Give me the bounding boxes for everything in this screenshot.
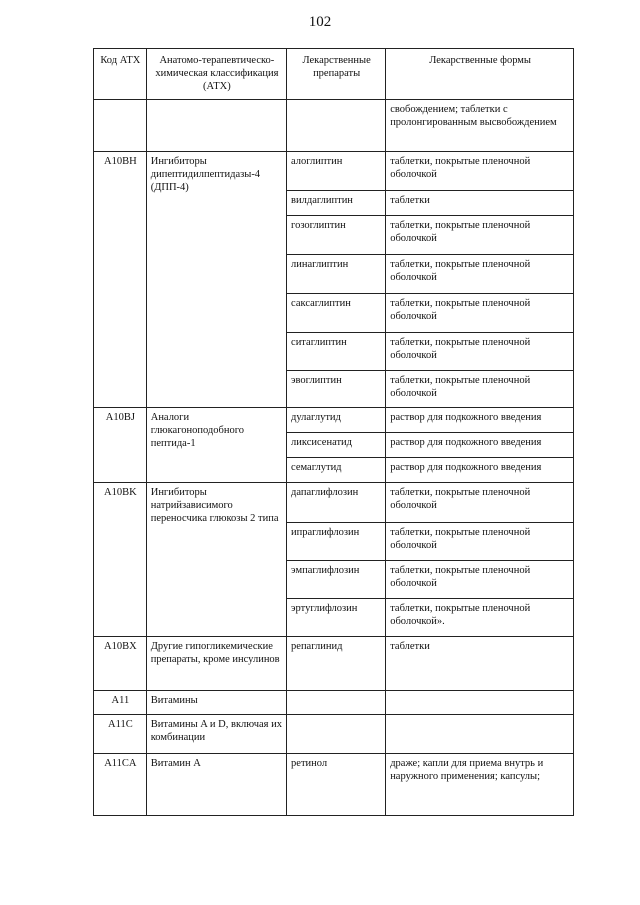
table-row [94, 152, 574, 191]
classification-cell: Витамин A [146, 754, 286, 816]
dosage-form-cell: таблетки, покрытые пленочной оболочкой [386, 294, 574, 333]
table-row [94, 754, 574, 816]
classification-cell: Витамины [146, 691, 286, 715]
dosage-form-cell: таблетки [386, 191, 574, 216]
table-header-row [94, 49, 574, 100]
dosage-form-cell: таблетки [386, 637, 574, 691]
table-row [94, 100, 574, 152]
drug-cell [287, 100, 386, 152]
table-row [94, 483, 574, 523]
dosage-form-cell: раствор для подкожного введения [386, 433, 574, 458]
dosage-form-cell: таблетки, покрытые пленочной оболочкой [386, 523, 574, 561]
drug-cell: ликсисенатид [287, 433, 386, 458]
drug-cell [287, 715, 386, 754]
drug-cell: саксаглиптин [287, 294, 386, 333]
header-drugs: Лекарственные препараты [287, 49, 386, 100]
header-code: Код АТХ [94, 49, 147, 100]
table-row [94, 715, 574, 754]
drug-cell: эвоглиптин [287, 371, 386, 408]
atx-code-cell: A11CA [94, 754, 147, 816]
table-row [94, 691, 574, 715]
table-body [94, 100, 574, 816]
drug-cell: гозоглиптин [287, 216, 386, 255]
drug-cell: репаглинид [287, 637, 386, 691]
dosage-form-cell: таблетки, покрытые пленочной оболочкой». [386, 599, 574, 637]
drug-cell: ретинол [287, 754, 386, 816]
drug-cell: эртуглифлозин [287, 599, 386, 637]
classification-cell: Другие гипогликемические препараты, кроме инсулинов [146, 637, 286, 691]
drug-cell: дулаглутид [287, 408, 386, 433]
classification-cell [146, 100, 286, 152]
atx-code-cell: A11C [94, 715, 147, 754]
dosage-form-cell: таблетки, покрытые пленочной оболочкой [386, 152, 574, 191]
dosage-form-cell: таблетки, покрытые пленочной оболочкой [386, 561, 574, 599]
atx-code-cell: A11 [94, 691, 147, 715]
drug-cell: эмпаглифлозин [287, 561, 386, 599]
dosage-form-cell: драже; капли для приема внутрь и наружного применения; капсулы; [386, 754, 574, 816]
dosage-form-cell: таблетки, покрытые пленочной оболочкой [386, 483, 574, 523]
atx-code-cell [94, 100, 147, 152]
atx-code-cell: A10BH [94, 152, 147, 408]
drug-cell: вилдаглиптин [287, 191, 386, 216]
header-classification: Анатомо-терапевтическо-химическая классификация (АТХ) [146, 49, 286, 100]
classification-cell: Витамины A и D, включая их комбинации [146, 715, 286, 754]
dosage-form-cell: таблетки, покрытые пленочной оболочкой [386, 216, 574, 255]
atx-code-cell: A10BJ [94, 408, 147, 483]
table-row [94, 637, 574, 691]
dosage-form-cell [386, 691, 574, 715]
dosage-form-cell: таблетки, покрытые пленочной оболочкой [386, 333, 574, 371]
drug-cell: алоглиптин [287, 152, 386, 191]
classification-cell: Ингибиторы дипептидилпептидазы-4 (ДПП-4) [146, 152, 286, 408]
atx-code-cell: A10BK [94, 483, 147, 637]
drug-cell: семаглутид [287, 458, 386, 483]
drug-cell: ипраглифлозин [287, 523, 386, 561]
drug-cell: ситаглиптин [287, 333, 386, 371]
classification-cell: Аналоги глюкагоноподобного пептида-1 [146, 408, 286, 483]
atx-table [93, 48, 574, 816]
dosage-form-cell: таблетки, покрытые пленочной оболочкой [386, 371, 574, 408]
dosage-form-cell: раствор для подкожного введения [386, 458, 574, 483]
table-row [94, 408, 574, 433]
drug-cell: дапаглифлозин [287, 483, 386, 523]
drug-cell [287, 691, 386, 715]
dosage-form-cell: раствор для подкожного введения [386, 408, 574, 433]
classification-cell: Ингибиторы натрийзависимого переносчика глюкозы 2 типа [146, 483, 286, 637]
dosage-form-cell: свобождением; таблетки с пролонгированным высвобождением [386, 100, 574, 152]
header-forms: Лекарственные формы [386, 49, 574, 100]
page-number: 102 [308, 14, 332, 30]
dosage-form-cell: таблетки, покрытые пленочной оболочкой [386, 255, 574, 294]
atx-code-cell: A10BX [94, 637, 147, 691]
drug-cell: линаглиптин [287, 255, 386, 294]
dosage-form-cell [386, 715, 574, 754]
